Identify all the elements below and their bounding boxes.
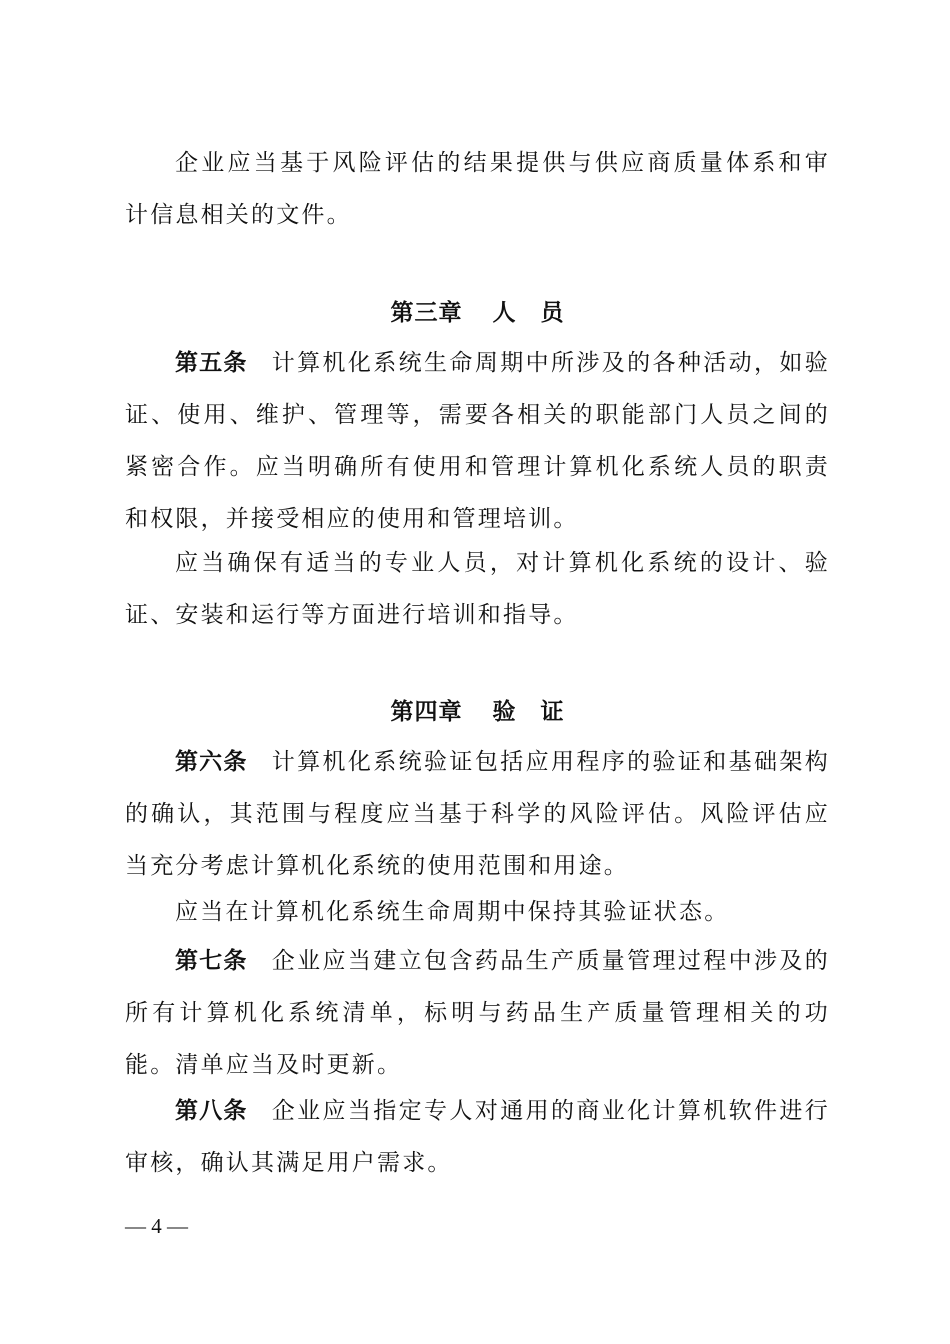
- chapter-3-heading: [125, 293, 830, 333]
- chapter-3-paragraph-text: 应当确保有适当的专业人员，对计算机化系统的设计、验证、安装和运行等方面进行培训和指导。: [125, 550, 830, 628]
- article-8-text: 企业应当指定专人对通用的商业化计算机软件进行审核，确认其满足用户需求。: [125, 1098, 831, 1176]
- chapter-4-paragraph: [125, 886, 830, 938]
- chapter-4-paragraph-text: 应当在计算机化系统生命周期中保持其验证状态。: [175, 899, 730, 925]
- article-8-label: 第八条: [175, 1098, 248, 1124]
- page-number: — 4 —: [125, 1214, 188, 1238]
- intro-text: 企业应当基于风险评估的结果提供与供应商质量体系和审计信息相关的文件。: [125, 150, 830, 228]
- article-6-text: 计算机化系统验证包括应用程序的验证和基础架构的确认，其范围与程度应当基于科学的风险评估。风险评估应当充分考虑计算机化系统的使用范围和用途。: [125, 749, 831, 879]
- article-5-label: 第五条: [175, 350, 248, 376]
- intro-paragraph: [125, 137, 830, 241]
- article-5-text: 计算机化系统生命周期中所涉及的各种活动，如验证、使用、维护、管理等，需要各相关的职能部门人员之间的紧密合作。应当明确所有使用和管理计算机化系统人员的职责和权限，并接受相应的使用和管理培训。: [125, 350, 831, 532]
- article-6: [125, 736, 830, 892]
- chapter-4-title: 验 证: [492, 699, 565, 725]
- chapter-4-number: 第四章: [390, 699, 463, 725]
- article-6-label: 第六条: [175, 749, 248, 775]
- chapter-3-paragraph: [125, 537, 830, 641]
- chapter-4-heading: [125, 692, 830, 732]
- article-8: [125, 1085, 830, 1189]
- article-7: [125, 935, 830, 1091]
- chapter-3-title: 人 员: [492, 300, 565, 326]
- article-5: [125, 337, 830, 545]
- article-7-label: 第七条: [175, 948, 248, 974]
- chapter-3-number: 第三章: [390, 300, 463, 326]
- article-7-text: 企业应当建立包含药品生产质量管理过程中涉及的所有计算机化系统清单，标明与药品生产质量管理相关的功能。清单应当及时更新。: [125, 948, 831, 1078]
